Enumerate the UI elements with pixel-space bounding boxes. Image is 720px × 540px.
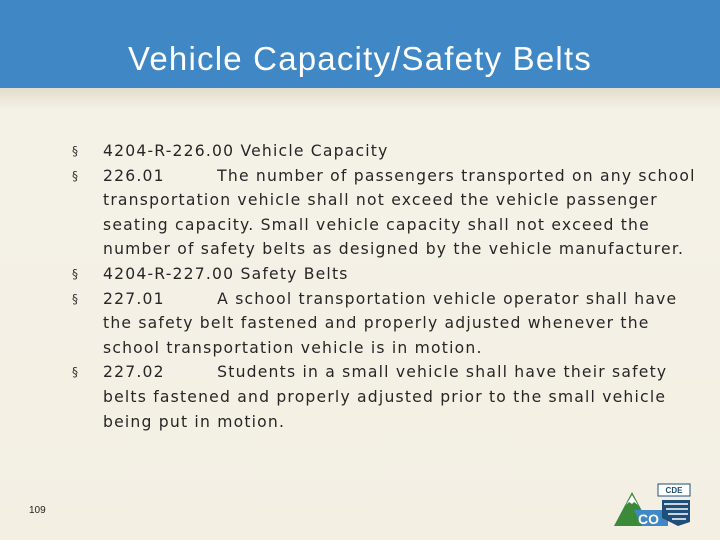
regulation-code: 4204-R-227.00 bbox=[103, 264, 235, 283]
bullet-icon: § bbox=[72, 291, 80, 306]
cde-logo bbox=[612, 482, 692, 528]
bullet-icon: § bbox=[72, 365, 80, 380]
bullet-icon: § bbox=[72, 168, 80, 183]
regulation-text: Vehicle Capacity bbox=[240, 142, 389, 160]
bullet-item bbox=[72, 360, 712, 434]
logo-label-top: CDE bbox=[665, 486, 683, 495]
regulation-text: A school transportation vehicle operator shall have the safety belt fastened and properly adjusted whenever the school transportation vehicle is in motion. bbox=[103, 289, 678, 357]
bullet-icon: § bbox=[72, 144, 80, 158]
header-shadow bbox=[0, 88, 720, 110]
slide-title: Vehicle Capacity/Safety Belts bbox=[127, 40, 593, 77]
regulation-code: 227.01 bbox=[103, 289, 165, 308]
bullet-icon: § bbox=[72, 266, 80, 281]
bullet-item bbox=[72, 262, 712, 287]
regulation-code: 227.02 bbox=[103, 363, 165, 382]
logo-label-bottom: CO bbox=[638, 511, 659, 527]
bullet-item bbox=[72, 287, 712, 361]
page-number: 109 bbox=[29, 505, 46, 516]
regulation-code: 226.01 bbox=[103, 166, 165, 185]
bullet-item bbox=[72, 164, 712, 262]
bullet-item bbox=[72, 139, 712, 164]
regulation-code: 4204-R-226.00 bbox=[103, 142, 235, 160]
regulation-text: Safety Belts bbox=[240, 264, 349, 283]
title-bar bbox=[0, 0, 720, 88]
slide-body bbox=[72, 139, 712, 434]
regulation-text: Students in a small vehicle shall have their safety belts fastened and properly adjusted prior to the small vehicle being put in motion. bbox=[103, 363, 668, 431]
regulation-text: The number of passengers transported on any school transportation vehicle shall not exceed the vehicle passenger seating capacity. Small vehicle capacity shall not exceed the number of safety belts as designed by the vehicle manufacturer. bbox=[103, 166, 696, 259]
